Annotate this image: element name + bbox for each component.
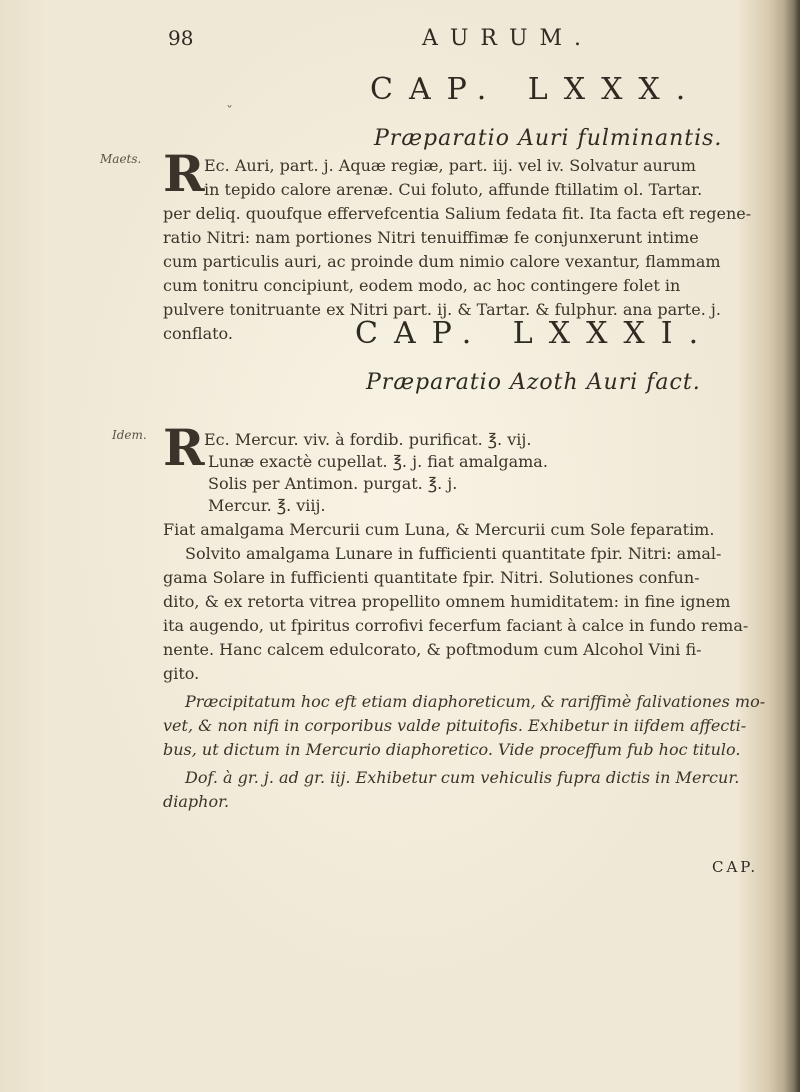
italic-line: Præcipitatum hoc eft etiam diaphoreticum, & rariffimè falivationes mo- bbox=[185, 692, 766, 711]
text-line: per deliq. quoufque effervefcentia Salium fedata fit. Ita facta eft regene- bbox=[163, 204, 752, 223]
text-line: ratio Nitri: nam portiones Nitri tenuiffimæ fe conjunxerunt intime bbox=[163, 228, 699, 247]
page-number: 98 bbox=[168, 26, 194, 50]
dose-line: diaphor. bbox=[163, 792, 230, 811]
text-line: conflato. bbox=[163, 324, 233, 343]
italic-line: vet, & non nifi in corporibus valde pituitofis. Exhibetur in iifdem affecti- bbox=[163, 716, 747, 735]
text-line: Solvito amalgama Lunare in fufficienti quantitate fpir. Nitri: amal- bbox=[185, 544, 722, 563]
text-line: dito, & ex retorta vitrea propellito omnem humiditatem: in fine ignem bbox=[163, 592, 731, 611]
caret-mark: ˇ bbox=[226, 104, 233, 120]
text-line: Ec. Auri, part. j. Aquæ regiæ, part. iij. vel iv. Solvatur aurum bbox=[204, 156, 696, 175]
dose-line: Dof. à gr. j. ad gr. iij. Exhibetur cum vehiculis fupra dictis in Mercur. bbox=[185, 768, 740, 787]
recipe-line: Ec. Mercur. viv. à fordib. purificat. ℥. vij. bbox=[204, 430, 532, 449]
chapter-heading-81: CAP. LXXXI. bbox=[355, 316, 715, 351]
recipe-line: Solis per Antimon. purgat. ℥. j. bbox=[208, 474, 458, 493]
recipe-line: Lunæ exactè cupellat. ℥. j. fiat amalgama. bbox=[208, 452, 548, 471]
text-line: gama Solare in fufficienti quantitate fpir. Nitri. Solutiones confun- bbox=[163, 568, 700, 587]
chapter-heading-80: CAP. LXXX. bbox=[370, 72, 702, 107]
drop-cap-r: R bbox=[163, 418, 205, 477]
text-line: cum tonitru concipiunt, eodem modo, ac hoc contingere folet in bbox=[163, 276, 681, 295]
drop-cap-r: R bbox=[163, 144, 205, 203]
page-edge-shadow bbox=[784, 0, 800, 1092]
text-line: ita augendo, ut fpiritus corrofivi fecerfum faciant à calce in fundo rema- bbox=[163, 616, 749, 635]
text-line: pulvere tonitruante ex Nitri part. ij. & Tartar. & fulphur. ana parte. j. bbox=[163, 300, 721, 319]
running-title: AURUM. bbox=[422, 26, 594, 51]
chapter-subtitle-81: Præparatio Azoth Auri fact. bbox=[366, 370, 701, 395]
chapter-subtitle-80: Præparatio Auri fulminantis. bbox=[374, 126, 723, 151]
margin-note-maets: Maets. bbox=[100, 152, 142, 166]
recipe-line: Mercur. ℥. viij. bbox=[208, 496, 326, 515]
text-line: in tepido calore arenæ. Cui foluto, affunde ftillatim ol. Tartar. bbox=[204, 180, 703, 199]
catchword: CAP. bbox=[712, 858, 759, 876]
text-line: gito. bbox=[163, 664, 200, 683]
text-line: Fiat amalgama Mercurii cum Luna, & Mercurii cum Sole feparatim. bbox=[163, 520, 715, 539]
text-line: nente. Hanc calcem edulcorato, & poftmodum cum Alcohol Vini fi- bbox=[163, 640, 702, 659]
margin-note-idem: Idem. bbox=[112, 428, 147, 442]
text-line: cum particulis auri, ac proinde dum nimio calore vexantur, flammam bbox=[163, 252, 721, 271]
italic-line: bus, ut dictum in Mercurio diaphoretico. Vide proceffum fub hoc titulo. bbox=[163, 740, 741, 759]
